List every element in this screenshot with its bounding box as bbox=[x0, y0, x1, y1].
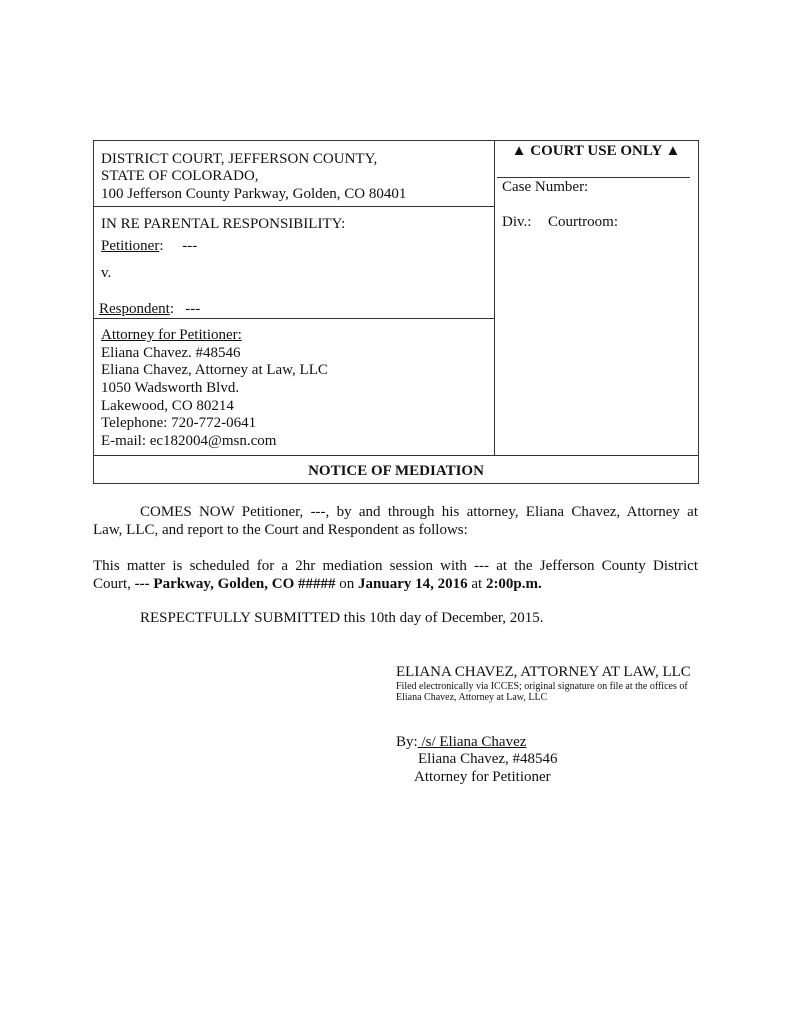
attorney-telephone: Telephone: 720-772-0641 bbox=[101, 415, 257, 431]
paragraph-comes-now-line2: Law, LLC, and report to the Court and Respondent as follows: bbox=[93, 522, 468, 538]
paragraph-comes-now-line1: COMES NOW Petitioner, ---, by and through his attorney, Eliana Chavez, Attorney at bbox=[140, 504, 698, 520]
case-number-label: Case Number: bbox=[502, 179, 589, 195]
attorney-firm: Eliana Chavez, Attorney at Law, LLC bbox=[101, 362, 328, 378]
signature-attorney-role: Attorney for Petitioner bbox=[414, 769, 551, 785]
signature-firm-name: ELIANA CHAVEZ, ATTORNEY AT LAW, LLC bbox=[396, 664, 691, 680]
paragraph-schedule bbox=[93, 557, 698, 593]
court-use-only-underline bbox=[497, 177, 690, 178]
respondent-label: Respondent bbox=[99, 301, 170, 317]
case-caption-table bbox=[93, 140, 699, 484]
signature-by-label: By: bbox=[396, 734, 418, 750]
caption-row-divider-2 bbox=[94, 318, 494, 319]
courtroom-label: Courtroom: bbox=[548, 214, 618, 230]
signature-attorney-name: Eliana Chavez, #48546 bbox=[418, 751, 558, 767]
court-use-only-label: ▲ COURT USE ONLY ▲ bbox=[511, 143, 681, 159]
attorney-address-line1: 1050 Wadsworth Blvd. bbox=[101, 380, 240, 396]
respectfully-submitted: RESPECTFULLY SUBMITTED this 10th day of December, 2015. bbox=[140, 610, 544, 626]
paragraph-comes-now bbox=[93, 503, 698, 539]
attorney-name: Eliana Chavez. #48546 bbox=[101, 345, 241, 361]
court-name-line1: DISTRICT COURT, JEFFERSON COUNTY, bbox=[101, 151, 378, 167]
in-re-line: IN RE PARENTAL RESPONSIBILITY: bbox=[101, 216, 346, 232]
attorney-heading: Attorney for Petitioner: bbox=[101, 327, 242, 343]
signature-filing-note-line1: Filed electronically via ICCES; original signature on file at the offices of bbox=[396, 681, 688, 692]
attorney-email: E-mail: ec182004@msn.com bbox=[101, 433, 277, 449]
signature-by-line bbox=[396, 734, 604, 751]
mediation-location: --- Parkway, Golden, CO ##### bbox=[134, 576, 336, 592]
versus-line: v. bbox=[101, 265, 112, 281]
schedule-at-word: at bbox=[471, 576, 483, 592]
mediation-date: January 14, 2016 bbox=[358, 576, 468, 592]
paragraph-schedule-line1: This matter is scheduled for a 2hr mediation session with --- at the Jefferson County District bbox=[93, 558, 698, 574]
caption-row-divider-1 bbox=[94, 206, 494, 207]
division-label: Div.: bbox=[502, 214, 532, 230]
signature-filing-note-line2: Eliana Chavez, Attorney at Law, LLC bbox=[396, 692, 548, 703]
caption-row-divider-3 bbox=[94, 455, 698, 456]
schedule-on-word: on bbox=[339, 576, 355, 592]
petitioner-line: Petitioner: --- bbox=[101, 238, 198, 254]
paragraph-schedule-line2 bbox=[93, 575, 698, 593]
schedule-court-word: Court, bbox=[93, 576, 131, 592]
caption-column-divider bbox=[494, 141, 495, 455]
attorney-address-line2: Lakewood, CO 80214 bbox=[101, 398, 234, 414]
mediation-time: 2:00p.m. bbox=[485, 576, 542, 592]
court-address: 100 Jefferson County Parkway, Golden, CO 80401 bbox=[101, 186, 407, 202]
document-title: NOTICE OF MEDIATION bbox=[308, 463, 484, 479]
signature-electronic-name: /s/ Eliana Chavez bbox=[417, 734, 527, 750]
petitioner-label: Petitioner bbox=[101, 238, 160, 254]
respondent-value: --- bbox=[185, 301, 201, 317]
court-name-line2: STATE OF COLORADO, bbox=[101, 168, 259, 184]
petitioner-value: --- bbox=[182, 238, 198, 254]
respondent-line: Respondent: --- bbox=[99, 301, 201, 317]
